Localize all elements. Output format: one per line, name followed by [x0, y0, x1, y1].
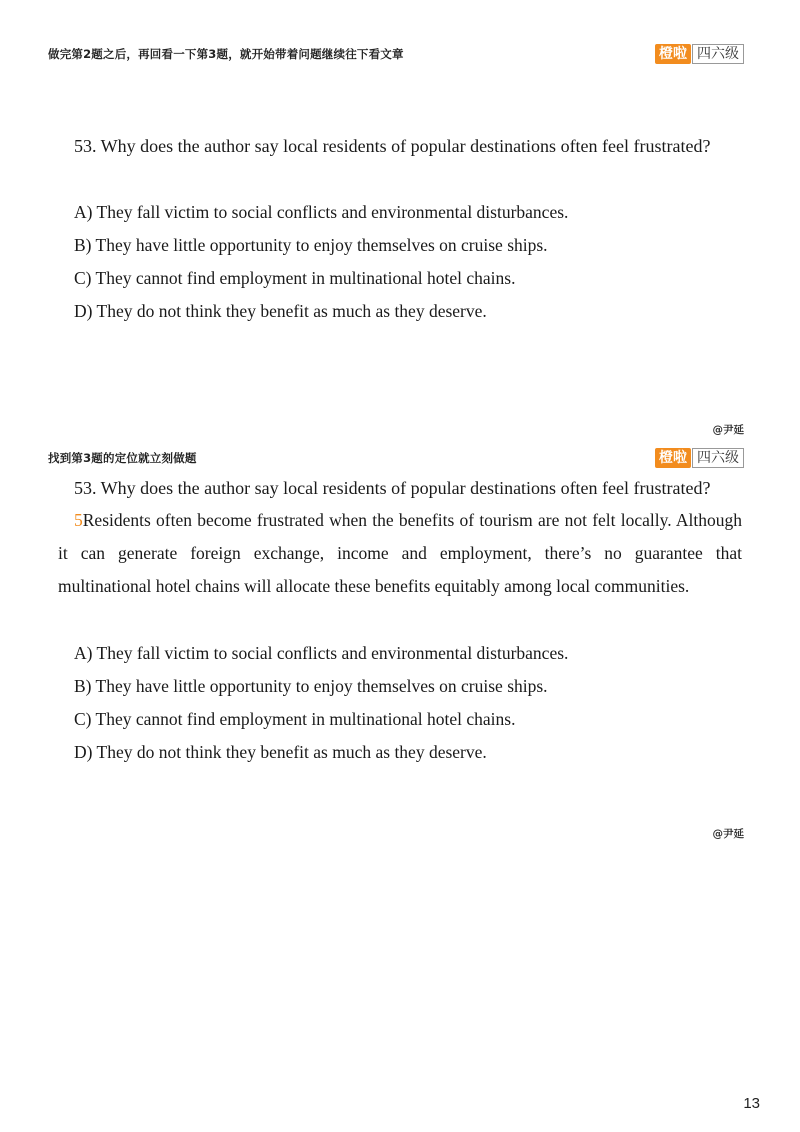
options-list: [58, 196, 742, 328]
brand-badge: 橙啦: [655, 448, 691, 468]
option-d: D) They do not think they benefit as much as they deserve.: [74, 301, 487, 321]
paragraph-number: 5: [74, 510, 83, 530]
header-instruction: 找到第3题的定位就立刻做题: [48, 451, 197, 465]
brand-text: 四六级: [692, 448, 744, 468]
watermark: @尹延: [712, 424, 744, 436]
page-number: 13: [743, 1095, 760, 1112]
header-section-2: [48, 446, 744, 470]
passage-text: Residents often become frustrated when the benefits of tourism are not felt locally. Although it can generate foreign exchange, income and employment, there’s no guarantee that multinational hotel chains will allocate these benefits equitably among local communities.: [58, 510, 742, 596]
brand-logo: [655, 448, 744, 468]
watermark: @尹延: [712, 828, 744, 840]
header-instruction: 做完第2题之后，再回看一下第3题，就开始带着问题继续往下看文章: [48, 47, 404, 61]
question-block-2: [58, 472, 742, 769]
option-b: B) They have little opportunity to enjoy themselves on cruise ships.: [74, 676, 548, 696]
header-section-1: [48, 42, 744, 66]
question-text: 53. Why does the author say local residents of popular destinations often feel frustrated?: [74, 136, 711, 156]
option-c: C) They cannot find employment in multinational hotel chains.: [74, 268, 516, 288]
option-d: D) They do not think they benefit as much as they deserve.: [74, 742, 487, 762]
option-c: C) They cannot find employment in multinational hotel chains.: [74, 709, 516, 729]
option-b: B) They have little opportunity to enjoy themselves on cruise ships.: [74, 235, 548, 255]
brand-text: 四六级: [692, 44, 744, 64]
question-text: 53. Why does the author say local residents of popular destinations often feel frustrated?: [74, 478, 711, 498]
options-list: [58, 637, 742, 769]
question-block-1: [58, 130, 742, 328]
passage-paragraph: [58, 504, 742, 603]
brand-logo: [655, 44, 744, 64]
option-a: A) They fall victim to social conflicts and environmental disturbances.: [74, 643, 569, 663]
brand-badge: 橙啦: [655, 44, 691, 64]
option-a: A) They fall victim to social conflicts and environmental disturbances.: [74, 202, 569, 222]
